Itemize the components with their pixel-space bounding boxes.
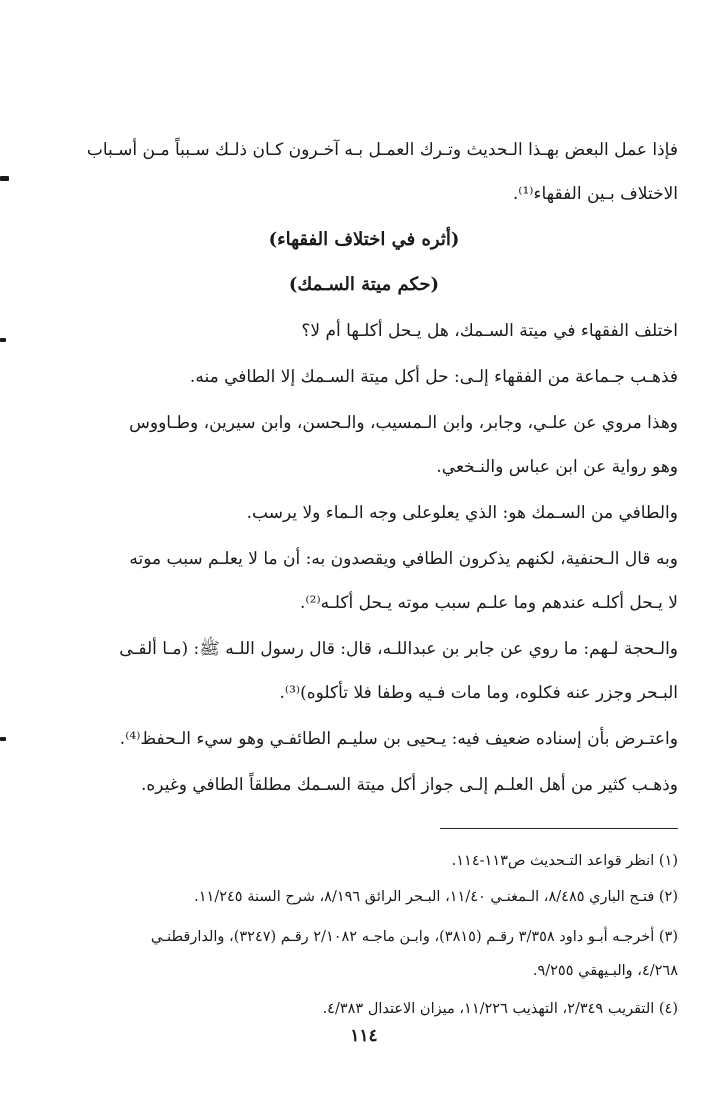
page-number: ١١٤: [350, 1026, 378, 1046]
body-paragraph-line: والطافي من السـمك هو: الذي يعلوعلى وجه الـماء ولا يرسب.: [246, 503, 678, 523]
body-paragraph-line: وهذا مروي عن علـي، وجابر، وابن الـمسيب، والـحسن، وابن سيرين، وطـاووس: [129, 413, 678, 433]
body-paragraph-line: وذهـب كثير من أهل العلـم إلـى جواز أكل ميتة السـمك مطلقاً الطافي وغيره.: [141, 775, 678, 795]
body-paragraph-line: اختلف الفقهاء في ميتة السـمك، هل يـحل أكلـها أم لا؟: [301, 321, 678, 341]
body-paragraph-line: والـحجة لـهم: ما روي عن جابر بن عبداللـه، قال: قال رسول اللـه ﷺ: (مـا ألقـى: [119, 639, 678, 659]
footnote-line: (٣) أخرجـه أبـو داود ٣/٣٥٨ رقـم (٣٨١٥)، وابـن ماجـه ٢/١٠٨٢ رقـم (٣٢٤٧)، والدارقطنـي: [150, 929, 678, 945]
footnote-line: (١) انظر قواعد التـحديث ص١١٣-١١٤.: [451, 853, 678, 869]
footnote-line: (٢) فتـح الباري ٨/٤٨٥، الـمغنـي ١١/٤٠، البـحر الرائق ٨/١٩٦، شرح السنة ١١/٢٤٥.: [194, 889, 678, 905]
footnote-line: ٤/٢٦٨، والبـيهقي ٩/٢٥٥.: [532, 963, 678, 979]
scan-edge-mark: [0, 338, 6, 342]
body-paragraph-line: واعتـرض بأن إسناده ضعيف فيه: يـحيى بن سليـم الطائفـي وهو سيء الـحفظ⁽⁴⁾.: [119, 729, 678, 749]
body-paragraph-line: البـحر وجزر عنه فكلوه، وما مات فـيه وطفا فلا تأكلوه)⁽³⁾.: [279, 683, 678, 703]
section-heading: (أثره في اختلاف الفقهاء): [268, 229, 460, 250]
section-subheading: (حكم ميتة السـمك): [288, 274, 440, 295]
body-paragraph-line: وبه قال الـحنفية، لكنهم يذكرون الطافي ويقصدون به: أن ما لا يعلـم سبب موته: [129, 549, 678, 569]
footnote-divider: [440, 828, 678, 829]
body-paragraph-line: وهو رواية عن ابن عباس والنـخعي.: [436, 457, 678, 477]
footnote-line: (٤) التقريب ٢/٣٤٩، التهذيب ١١/٢٢٦، ميزان الاعتدال ٤/٣٨٣.: [322, 1001, 678, 1017]
body-paragraph-line: لا يـحل أكلـه عندهم وما علـم سبب موته يـحل أكلـه⁽²⁾.: [300, 593, 678, 613]
scan-edge-mark: [0, 176, 9, 181]
scan-edge-mark: [0, 737, 6, 741]
body-paragraph-line: فإذا عمل البعض بهـذا الـحديث وتـرك العمـل بـه آخـرون كـان ذلـك سـبباً مـن أسـباب: [86, 140, 678, 160]
body-paragraph-line: الاختلاف بـين الفقهاء⁽¹⁾.: [512, 184, 678, 204]
body-paragraph-line: فذهـب جـماعة من الفقهاء إلـى: حل أكل ميتة السـمك إلا الطافي منه.: [189, 367, 678, 387]
